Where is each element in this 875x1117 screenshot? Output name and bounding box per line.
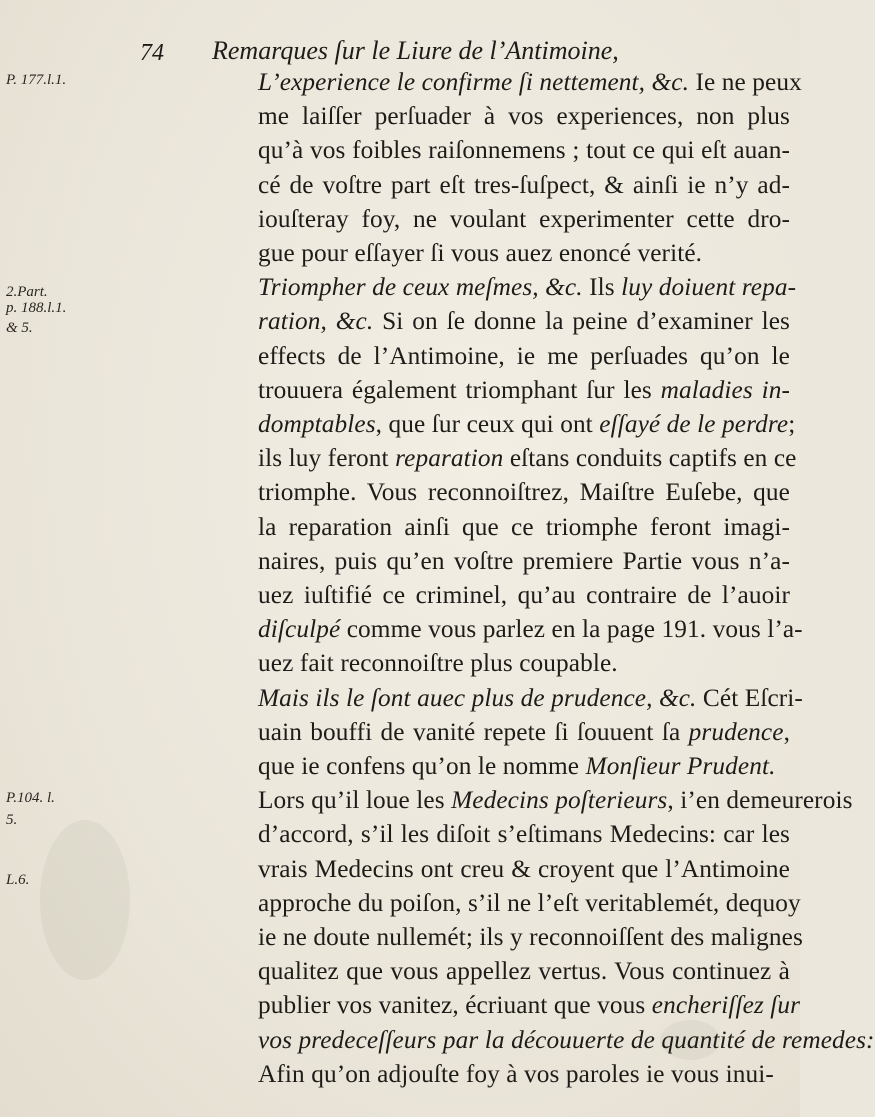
- text-segment: iouſteray foy, ne voulant experimenter cette dro-: [258, 204, 790, 233]
- text-segment: ils luy feront: [258, 444, 396, 473]
- italic-text: diſculpé: [258, 615, 341, 644]
- text-segment: Ie ne peux: [689, 68, 802, 96]
- text-segment: qualitez que vous appellez vertus. Vous continuez à: [258, 957, 790, 986]
- text-segment: Si on ſe donne la peine d’examiner les: [373, 307, 790, 336]
- running-title: Remarques ſur le Liure de l’Antimoine,: [212, 36, 619, 65]
- paper-stain: [40, 820, 130, 980]
- text-segment: , que ſur ceux qui ont: [375, 410, 600, 438]
- margin-note: p. 188.l.1.: [6, 300, 67, 316]
- text-segment: publier vos vanitez, écriuant que vous: [258, 991, 652, 1020]
- text-segment: comme vous parlez en la page 191. vous l’a-: [340, 615, 803, 644]
- text-segment: Afin qu’on adjouſte foy à vos paroles ie vous inui-: [258, 1059, 774, 1088]
- text-line: [258, 1054, 790, 1094]
- text-segment: effects de l’Antimoine, ie me perſuades qu’on le: [258, 341, 790, 370]
- italic-text: Medecins poſterieurs: [451, 786, 668, 815]
- text-segment: Lors qu’il loue les: [258, 786, 452, 815]
- text-segment: gue pour eſſayer ſi vous auez enoncé verité.: [258, 239, 703, 267]
- margin-note: 2.Part.: [6, 284, 48, 300]
- italic-text: maladies in-: [660, 375, 791, 404]
- text-segment: uez iuſtifié ce criminel, qu’au contraire de l’auoir: [258, 581, 790, 609]
- italic-text: reparation: [395, 444, 504, 473]
- italic-text: L’experience le confirme ſi nettement, &c.: [258, 68, 690, 96]
- text-segment: ,: [783, 717, 790, 746]
- text-segment: eſtans conduits captifs en ce: [503, 444, 797, 473]
- margin-note: 5.: [6, 812, 18, 828]
- italic-text: encheriſſez ſur: [651, 991, 801, 1020]
- text-segment: la reparation ainſi que ce triomphe feront imagi-: [258, 512, 790, 541]
- margin-note: P.104. l.: [6, 790, 55, 806]
- italic-text: domptables: [258, 410, 376, 438]
- italic-text: vos predeceſſeurs par la découuerte de quantité de remedes:: [258, 1025, 875, 1054]
- italic-text: eſſayé de le perdre: [599, 410, 789, 438]
- text-segment: d’accord, s’il les diſoit s’eſtimans Medecins: car les: [258, 820, 790, 849]
- text-segment: triomphe. Vous reconnoiſtrez, Maiſtre Euſebe, que: [258, 478, 790, 507]
- italic-text: ration, &c.: [258, 307, 374, 336]
- text-segment: trouuera également triomphant ſur les: [258, 375, 661, 404]
- text-segment: approche du poiſon, s’il ne l’eſt veritablemét, dequoy: [258, 888, 801, 917]
- text-segment: cé de voſtre part eſt tres-ſuſpect, & ainſi ie n’y ad-: [258, 170, 790, 199]
- italic-text: Triompher de ceux meſmes, &c.: [258, 273, 583, 302]
- margin-note: P. 177.l.1.: [6, 72, 67, 88]
- text-segment: que ie confens qu’on le nomme: [258, 752, 586, 780]
- text-segment: Cét Eſcri-: [696, 683, 803, 712]
- margin-note: & 5.: [6, 320, 33, 336]
- text-segment: naires, puis qu’en voſtre premiere Partie vous n’a-: [258, 546, 790, 575]
- text-segment: ie ne doute nullemét; ils y reconnoiſſent des malignes: [258, 923, 803, 951]
- text-segment: vrais Medecins ont creu & croyent que l’Antimoine: [258, 854, 790, 883]
- text-segment: Ils: [582, 273, 622, 302]
- italic-text: luy doiuent repa-: [621, 273, 797, 302]
- text-segment: , i’en demeurerois: [667, 786, 853, 815]
- page-number: 74: [140, 40, 164, 66]
- text-segment: uain bouffi de vanité repete ſi ſouuent ſa: [258, 717, 689, 746]
- text-segment: uez fait reconnoiſtre plus coupable.: [258, 649, 618, 678]
- margin-note: L.6.: [6, 872, 30, 888]
- text-segment: ;: [788, 410, 796, 438]
- text-segment: me laiſſer perſuader à vos experiences, non plus: [258, 102, 790, 131]
- italic-text: Mais ils le ſont auec plus de prudence, &c.: [258, 683, 697, 712]
- italic-text: Monſieur Prudent.: [585, 752, 776, 780]
- italic-text: prudence: [688, 717, 784, 746]
- text-segment: qu’à vos foibles raiſonnemens ; tout ce qui eſt auan-: [258, 136, 790, 165]
